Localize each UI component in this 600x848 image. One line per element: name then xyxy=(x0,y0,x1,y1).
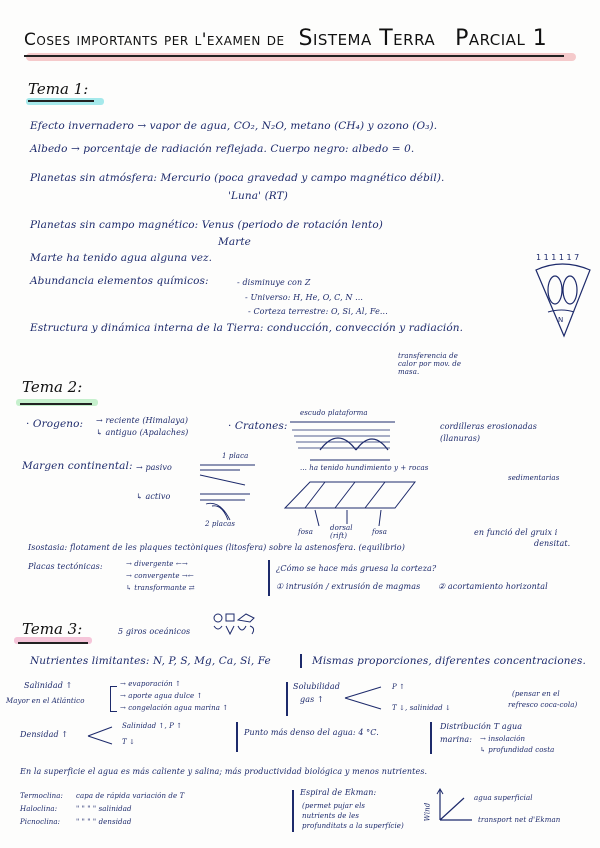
ekman-line-3: profunditats a la superfície) xyxy=(302,822,404,830)
distribucion-label-2: marina: xyxy=(440,735,473,744)
isostasia-definition: Isostasia: flotament de les plaques tectòniques (litosfera) sobre la astenosfera. (equilibrio) xyxy=(28,543,405,552)
ekman-wind-label: Wind xyxy=(423,802,432,822)
orogeno-label: · Orogeno: xyxy=(26,418,84,430)
tema1-line-albedo: Albedo → porcentaje de radiación reflejada. Cuerpo negro: albedo = 0. xyxy=(30,143,415,155)
cratones-note-1: cordilleras erosionadas xyxy=(440,422,537,431)
ekman-vector-diagram-icon xyxy=(436,788,476,824)
placas-item-transformante: ↳ transformante ⇄ xyxy=(126,584,195,592)
tema1-note-transferencia: transferencia de calor por mov. de masa. xyxy=(398,352,462,376)
cratones-diagram-label: escudo plataforma xyxy=(300,409,368,417)
tema1-line-luna: 'Luna' (RT) xyxy=(228,190,288,202)
margen-diagram-top-label: 1 placa xyxy=(222,452,249,460)
tema2-heading: Tema 2: xyxy=(22,378,83,396)
tema1-abundancia-item-3: - Corteza terrestre: O, Si, Al, Fe... xyxy=(248,307,388,316)
salinidad-item-aporte: → aporte agua dulce ↑ xyxy=(120,692,203,700)
ekman-arrow-transport: transport net d'Ekman xyxy=(478,816,561,824)
densidad-divider xyxy=(236,722,238,752)
clina-termo-label: Termoclina: xyxy=(20,792,64,800)
salinidad-label: Salinidad ↑ xyxy=(24,681,73,690)
ekman-arrow-superficial: agua superficial xyxy=(474,794,533,802)
orogeno-item-antiguo: ↳ antiguo (Apalaches) xyxy=(96,428,189,437)
clina-termo-text: capa de rápida variación de T xyxy=(76,792,185,800)
salinidad-brace xyxy=(110,686,117,712)
tema3-underline xyxy=(18,642,88,644)
clina-halo-label: Haloclina: xyxy=(20,805,58,813)
isostasia-note-1: en funció del gruix i xyxy=(474,528,558,537)
nutrientes-divider xyxy=(300,654,302,668)
rift-block-diagram-icon xyxy=(285,478,425,528)
svg-text:1 1 1 1 1 7: 1 1 1 1 1 7 xyxy=(536,253,580,262)
tema3-heading: Tema 3: xyxy=(22,620,83,638)
nutrientes-right: Mismas proporciones, diferentes concentraciones. xyxy=(312,655,586,667)
tema1-line-marte: Marte xyxy=(218,236,251,248)
distribucion-item-insolacion: → insolación xyxy=(480,735,526,743)
salinidad-sub: Mayor en el Atlántico xyxy=(6,697,85,705)
nutrientes-line: Nutrientes limitantes: N, P, S, Mg, Ca, Si, Fe xyxy=(30,655,271,667)
tema1-underline xyxy=(28,100,94,102)
tema2-underline xyxy=(20,403,92,405)
margen-item-pasivo: → pasivo xyxy=(136,463,172,472)
craton-cross-section-icon xyxy=(290,418,400,464)
margen-item-activo: ↳ activo xyxy=(136,492,171,501)
margen-label: Margen continental: xyxy=(22,460,133,472)
corteza-question: ¿Cómo se hace más gruesa la corteza? xyxy=(276,564,437,573)
salinidad-divider xyxy=(286,682,288,716)
rift-label-dorsal: dorsal (rift) xyxy=(330,524,353,540)
tema1-line-sin-campo: Planetas sin campo magnético: Venus (periodo de rotación lento) xyxy=(30,219,383,231)
densidad-item-salinidad: Salinidad ↑, P ↑ xyxy=(122,722,183,730)
tema1-abundancia-item-2: - Universo: H, He, O, C, N ... xyxy=(245,293,364,302)
title-text-2: Sistema Terra xyxy=(298,26,436,51)
placas-divider xyxy=(268,560,270,596)
clina-picno-text: " " " " densidad xyxy=(76,818,132,826)
densidad-item-t: T ↓ xyxy=(122,738,136,746)
rift-label-fosa-2: fosa xyxy=(372,528,387,536)
title-underline xyxy=(24,55,564,57)
salinidad-item-congelacion: → congelación agua marina ↑ xyxy=(120,704,229,712)
tema1-heading: Tema 1: xyxy=(28,80,89,98)
solubilidad-note-1: (pensar en el xyxy=(512,690,560,698)
tema1-line-marte-agua: Marte ha tenido agua alguna vez. xyxy=(30,252,213,264)
tema1-line-efecto: Efecto invernadero → vapor de agua, CO₂, N₂O, metano (CH₄) y ozono (O₃). xyxy=(30,120,438,132)
tema1-line-estructura: Estructura y dinámica interna de la Tierra: conducción, convección y radiación. xyxy=(30,322,464,334)
title-text-1: Coses importants per l'examen de xyxy=(24,30,285,50)
punto-denso: Punto más denso del agua: 4 °C. xyxy=(244,728,379,737)
rift-note-2: sedimentarias xyxy=(508,474,560,482)
densidad-label: Densidad ↑ xyxy=(20,730,69,739)
distribucion-divider xyxy=(430,722,432,754)
tema1-line-abundancia: Abundancia elementos químicos: xyxy=(30,275,209,287)
solubilidad-split-arrow-icon xyxy=(345,684,385,712)
solubilidad-label: Solubilidad xyxy=(293,682,340,691)
ekman-line-2: nutrients de les xyxy=(302,812,360,820)
corteza-answer-1: ① intrusión / extrusión de magmas xyxy=(276,582,421,591)
placas-item-divergente: → divergente ←→ xyxy=(126,560,188,568)
ocean-gyres-sketch-icon xyxy=(212,612,260,636)
cratones-label: · Cratones: xyxy=(228,420,288,432)
solubilidad-note-2: refresco coca-cola) xyxy=(508,701,578,709)
solubilidad-sub: gas ↑ xyxy=(300,695,324,704)
margen-diagram-bottom-label: 2 placas xyxy=(205,520,236,528)
title-text-3: Parcial 1 xyxy=(455,26,548,51)
rift-label-fosa-1: fosa xyxy=(298,528,313,536)
clina-picno-label: Picnoclina: xyxy=(20,818,61,826)
corteza-answer-2: ② acortamiento horizontal xyxy=(438,582,548,591)
distribucion-label-1: Distribución T agua xyxy=(440,722,523,731)
clina-halo-text: " " " " salinidad xyxy=(76,805,132,813)
superficie-line: En la superficie el agua es más caliente y salina; más productividad biológica y menos nutrientes. xyxy=(20,767,428,776)
margin-cross-section-icon xyxy=(200,460,260,520)
densidad-split-arrow-icon xyxy=(88,724,118,748)
distribucion-item-profundidad: ↳ profundidad costa xyxy=(480,746,555,754)
page-title xyxy=(24,26,547,51)
solubilidad-item-t: T ↓, salinidad ↓ xyxy=(392,704,452,712)
tema1-abundancia-item-1: - disminuye con Z xyxy=(237,278,311,287)
tema1-line-sin-atmosfera: Planetas sin atmósfera: Mercurio (poca gravedad y campo magnético débil). xyxy=(30,172,445,184)
placas-item-convergente: → convergente →← xyxy=(126,572,194,580)
orogeno-item-reciente: → reciente (Himalaya) xyxy=(96,416,189,425)
giros-label: 5 giros oceánicos xyxy=(118,627,191,636)
placas-label: Placas tectónicas: xyxy=(28,562,103,571)
ekman-divider xyxy=(292,790,294,832)
rift-note-1: ... ha tenido hundimiento y + rocas xyxy=(300,464,429,472)
mantle-convection-wedge-icon xyxy=(530,248,594,338)
solubilidad-item-p: P ↑ xyxy=(392,683,406,691)
ekman-line-1: (permet pujar els xyxy=(302,802,366,810)
isostasia-note-2: densitat. xyxy=(534,539,571,548)
cratones-note-2: (llanuras) xyxy=(440,434,481,443)
salinidad-item-evaporacion: → evaporación ↑ xyxy=(120,680,182,688)
ekman-title: Espiral de Ekman: xyxy=(300,788,377,797)
svg-text:N: N xyxy=(558,316,564,324)
